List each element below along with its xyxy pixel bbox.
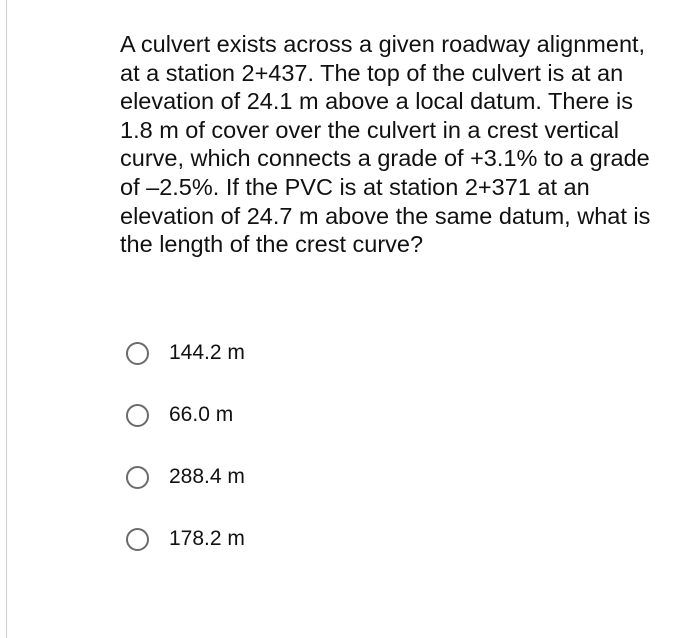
answer-option-2[interactable] bbox=[126, 400, 526, 430]
answer-label: 144.2 m bbox=[169, 341, 245, 364]
answer-label: 66.0 m bbox=[169, 403, 234, 426]
question-text: A culvert exists across a given roadway alignment, at a station 2+437. The top of the culvert is at an elevation of 24.1 m above a local datum. There is 1.8 m of cover over the culvert in a crest vertical curve, which connects a grade of +3.1% to a grade of –2.5%. If the PVC is at station 2+371 at an elevation of 24.7 m above the same datum, what is the length of the crest curve? bbox=[120, 31, 651, 258]
answer-option-1[interactable] bbox=[126, 338, 526, 368]
answer-option-3[interactable] bbox=[126, 462, 526, 492]
radio-button[interactable] bbox=[126, 404, 149, 427]
left-divider bbox=[6, 0, 7, 638]
answer-option-4[interactable] bbox=[126, 524, 526, 554]
radio-button[interactable] bbox=[126, 528, 149, 551]
answer-label: 288.4 m bbox=[169, 465, 245, 488]
answer-label: 178.2 m bbox=[169, 527, 245, 550]
radio-button[interactable] bbox=[126, 342, 149, 365]
radio-button[interactable] bbox=[126, 466, 149, 489]
answer-options bbox=[126, 338, 526, 586]
